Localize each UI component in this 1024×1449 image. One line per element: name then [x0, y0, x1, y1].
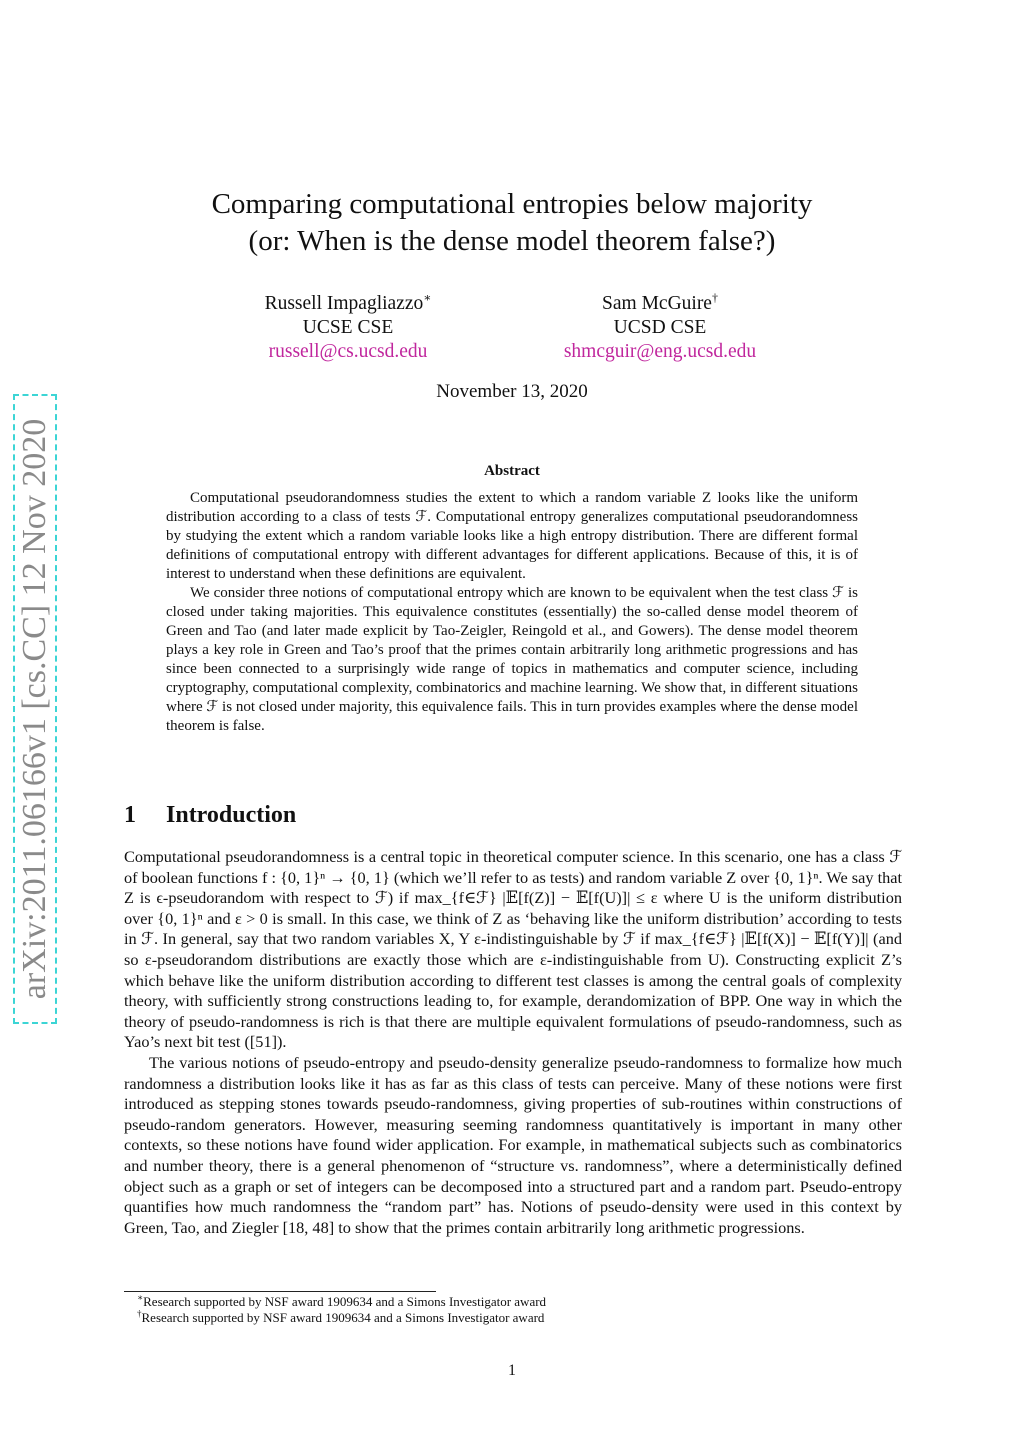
footnote-text: Research supported by NSF award 1909634 and a Simons Investigator award [143, 1294, 547, 1309]
introduction-body [124, 847, 902, 1238]
author-affiliation: UCSD CSE [613, 317, 707, 338]
footnote-mark: ∗ [137, 1292, 144, 1303]
footnotes [137, 1294, 546, 1326]
footnote-2 [137, 1310, 546, 1326]
arxiv-identifier-stamp: arXiv:2011.06166v1 [cs.CC] 12 Nov 2020 [13, 394, 57, 1024]
author-email-link[interactable]: shmcguir@eng.ucsd.edu [563, 341, 757, 362]
author-name: Russell Impagliazzo [264, 293, 424, 314]
author-block-2 [510, 292, 810, 364]
intro-paragraph-1: Computational pseudorandomness is a central topic in theoretical computer science. In this scenario, one has a class ℱ of boolean functions f : {0, 1}ⁿ → {0, 1} (which we’ll refer to as tests) and random variable Z over {0, 1}ⁿ. We say that Z is ϵ-pseudorandom with respect to ℱ) if max_{f∈ℱ} |𝔼[f(Z)] − 𝔼[f(U)]| ≤ ε where U is the uniform distribution over {0, 1}ⁿ and ε > 0 is small. In this case, we think of Z as ‘behaving like the uniform distribution’ according to tests in ℱ. In general, say that two random variables X, Y ε-indistinguishable by ℱ if max_{f∈ℱ} |𝔼[f(X)] − 𝔼[f(Y)]| (and so ε-pseudorandom distributions are exactly those which are ε-indistinguishable from U). Constructing explicit Z’s which behave like the uniform distribution according to different test classes is among the central goals of complexity theory, with sufficiently strong constructions leading to, for example, derandomization of BPP. One way in which the theory of pseudo-randomness is rich is that there are multiple equivalent formulations of pseudo-randomness, such as Yao’s next bit test ([51]). [124, 847, 902, 1052]
section-title: Introduction [166, 802, 297, 828]
author-email-link[interactable]: russell@cs.ucsd.edu [268, 341, 428, 362]
footnote-1 [137, 1294, 546, 1310]
section-heading [124, 802, 296, 829]
section-number: 1 [124, 802, 136, 828]
paper-title [0, 186, 1024, 260]
title-line-1: Comparing computational entropies below majority [211, 188, 813, 220]
abstract-paragraph-1: Computational pseudorandomness studies the extent to which a random variable Z looks like the uniform distribution according to a class of tests ℱ. Computational entropy generalizes computational pseudorandomness by studying the extent which a random variable looks like a high entropy distribution. There are different formal definitions of computational entropy with different advantages for different applications. Because of this, it is of interest to understand when these definitions are equivalent. [166, 490, 858, 582]
abstract-body [166, 489, 858, 736]
footnote-mark: ∗ [423, 290, 432, 305]
abstract-heading: Abstract [484, 463, 540, 479]
page-number: 1 [508, 1362, 516, 1379]
title-line-2: (or: When is the dense model theorem false?) [248, 225, 776, 257]
author-affiliation: UCSE CSE [302, 317, 394, 338]
author-name: Sam McGuire [602, 293, 712, 314]
author-block-1 [198, 292, 498, 364]
intro-paragraph-2: The various notions of pseudo-entropy and pseudo-density generalize pseudo-randomness to formalize how much randomness a distribution looks like it has as far as this class of tests can perceive. Many of these notions were first introduced as stepping stones towards pseudo-randomness, giving properties of sub-routines within constructions of pseudo-random generators. However, measuring seeming randomness quantitatively is important in many other contexts, so these notions have found wider application. For example, in mathematical subjects such as combinatorics and number theory, there is a general phenomenon of “structure vs. randomness”, where a deterministically defined object such as a graph or set of integers can be decomposed into a structured part and a random part. Pseudo-entropy quantifies how much randomness the “random part” has. Notions of pseudo-density were used in this context by Green, Tao, and Ziegler [18, 48] to show that the primes contain arbitrarily long arithmetic progressions. [124, 1052, 902, 1237]
publication-date: November 13, 2020 [436, 381, 588, 402]
footnote-mark: † [711, 290, 718, 305]
footnote-text: Research supported by NSF award 1909634 and a Simons Investigator award [141, 1310, 545, 1325]
abstract-paragraph-2: We consider three notions of computational entropy which are known to be equivalent when the test class ℱ is closed under taking majorities. This equivalence constitutes (essentially) the so-called dense model theorem of Green and Tao (and later made explicit by Tao-Zeigler, Reingold et al., and Gowers). The dense model theorem plays a key role in Green and Tao’s proof that the primes contain arbitrarily long arithmetic progressions and has since been connected to a surprisingly wide range of topics in mathematics and computer science, including cryptography, computational complexity, combinatorics and machine learning. We show that, in different situations where ℱ is not closed under majority, this equivalence fails. This in turn provides examples where the dense model theorem is false. [166, 585, 858, 734]
footnote-mark: † [137, 1308, 142, 1319]
footnote-divider [124, 1291, 436, 1292]
